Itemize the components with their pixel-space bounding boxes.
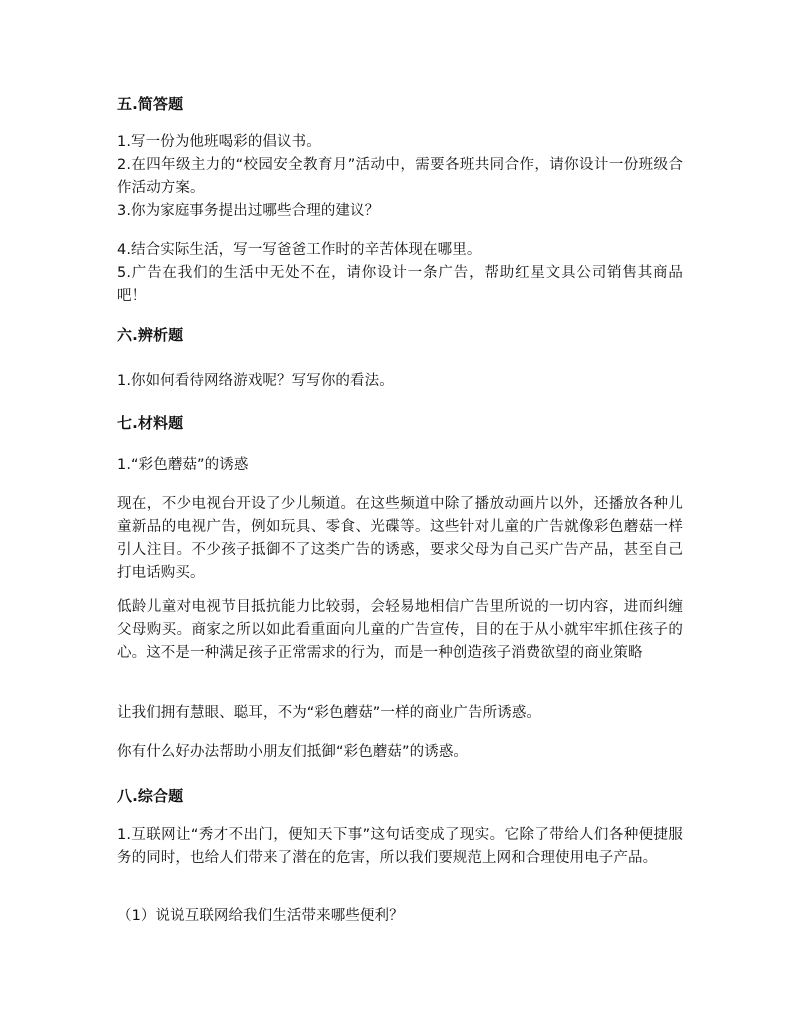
comprehensive-intro: 1.互联网让“秀才不出门，便知天下事”这句话变成了现实。它除了带给人们各种便捷服务的同时，也给人们带来了潜在的危害，所以我们要规范上网和合理使用电子产品。	[117, 827, 683, 866]
material-paragraph-1: 现在，不少电视台开设了少儿频道。在这些频道中除了播放动画片以外，还播放各种儿童新品的电视广告，例如玩具、零食、光碟等。这些针对儿童的广告就像彩色蘑菇一样引人注目。不少孩子抵御不了这类广告的诱惑，要求父母为自己买广告产品，甚至自己打电话购买。	[117, 496, 683, 581]
question-6-1: 1.你如何看待网络游戏呢？写写你的看法。	[117, 373, 394, 389]
section-heading-5: 五.简答题	[117, 95, 184, 113]
question-5-3: 3.你为家庭事务提出过哪些合理的建议？	[117, 203, 380, 219]
question-5-5: 5.广告在我们的生活中无处不在，请你设计一条广告，帮助红星文具公司销售其商品吧！	[117, 265, 683, 304]
section-heading-7: 七.材料题	[117, 414, 184, 432]
section-heading-6: 六.辨析题	[117, 326, 184, 344]
section-heading-8: 八.综合题	[117, 787, 184, 805]
comprehensive-subquestion-1: （1）说说互联网给我们生活带来哪些便利？	[117, 908, 404, 924]
question-5-4: 4.结合实际生活，写一写爸爸工作时的辛苦体现在哪里。	[117, 242, 482, 258]
material-question: 你有什么好办法帮助小朋友们抵御“彩色蘑菇”的诱惑。	[117, 744, 469, 760]
material-paragraph-3: 让我们拥有慧眼、聪耳，不为“彩色蘑菇”一样的商业广告所诱惑。	[117, 705, 542, 721]
material-title: 1.“彩色蘑菇”的诱惑	[117, 457, 249, 473]
material-paragraph-2: 低龄儿童对电视节目抵抗能力比较弱，会轻易地相信广告里所说的一切内容，进而纠缠父母购买。商家之所以如此看重面向儿童的广告宣传，目的在于从小就牢牢抓住孩子的心。这不是一种满足孩子正常需求的行为，而是一种创造孩子消费欲望的商业策略	[117, 599, 683, 661]
question-5-2: 2.在四年级主力的“校园安全教育月”活动中，需要各班共同合作，请你设计一份班级合作活动方案。	[117, 157, 683, 196]
question-5-1: 1.写一份为他班喝彩的倡议书。	[117, 134, 321, 150]
